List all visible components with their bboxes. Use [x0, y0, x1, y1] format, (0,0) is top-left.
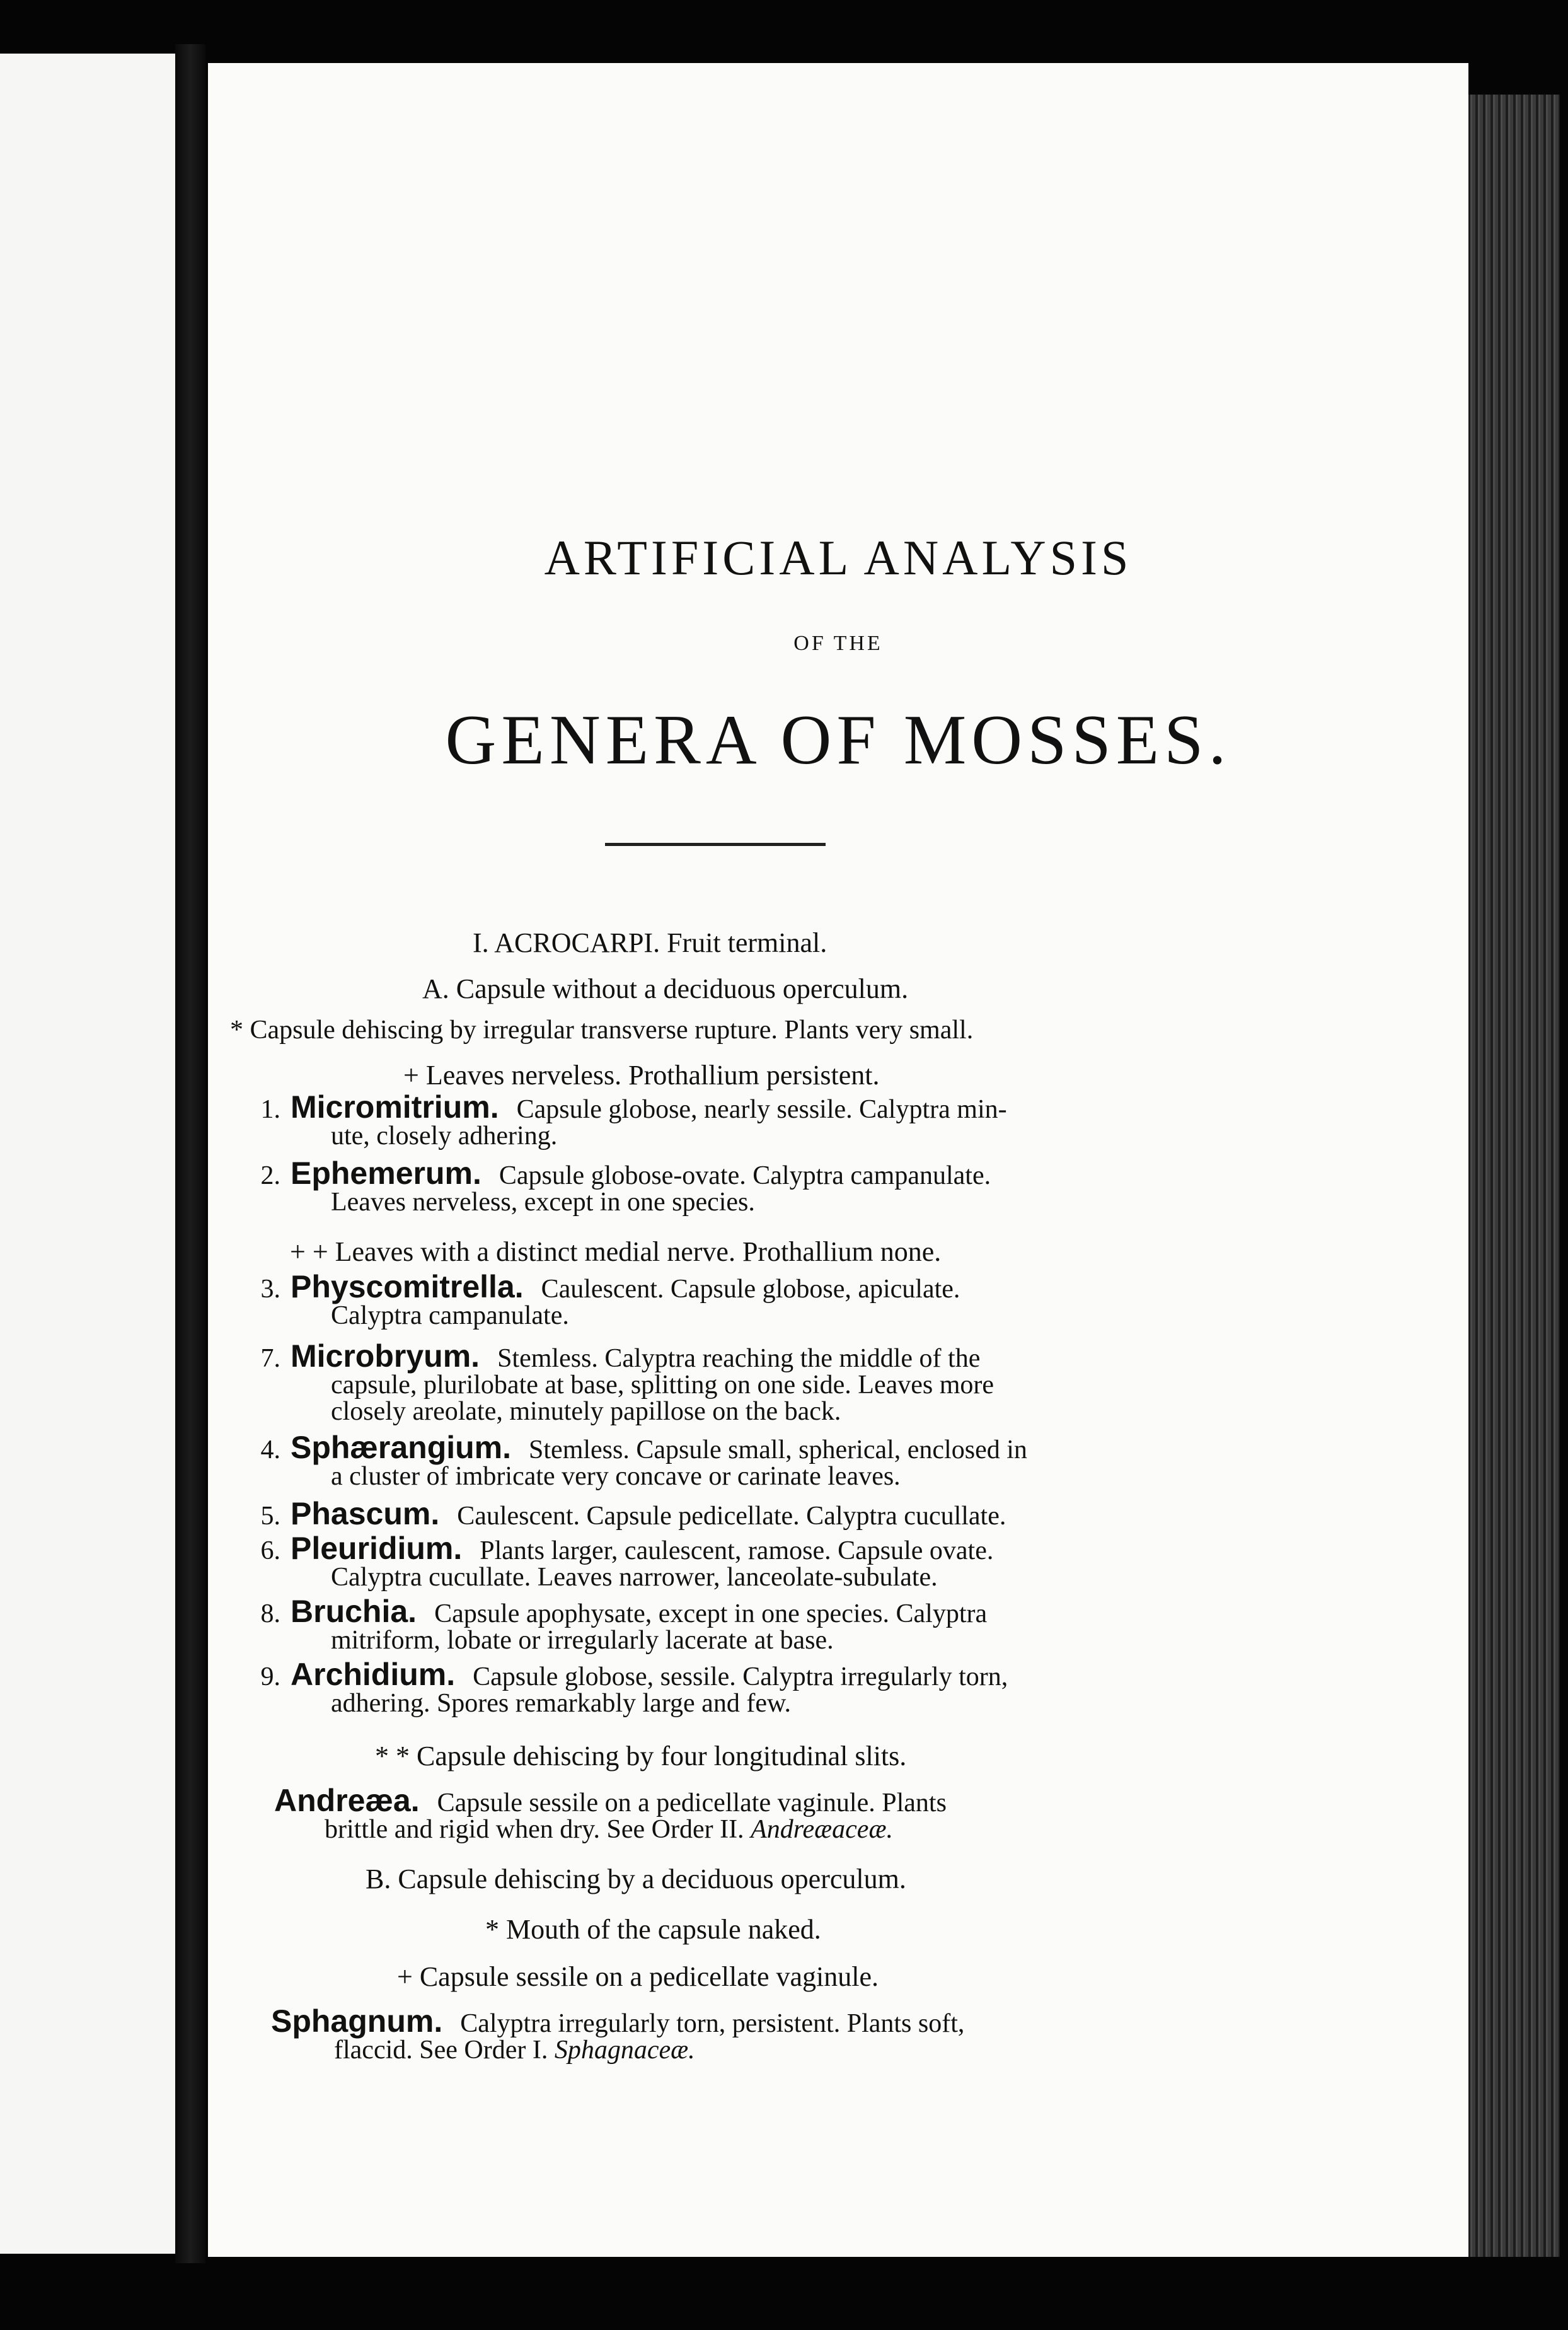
- entry-phascum: 5. Phascum. Caulescent. Capsule pedicellate. Calyptra cucullate.: [260, 1496, 1006, 1531]
- section-dagger-3: + Capsule sessile on a pedicellate vaginule.: [397, 1961, 879, 1992]
- entry-micromitrium: 1. Micromitrium. Capsule globose, nearly sessile. Calyptra min- ute, closely adhering.: [260, 1089, 1007, 1151]
- section-b-heading: B. Capsule dehiscing by a deciduous operculum.: [366, 1863, 906, 1894]
- title-line-2: OF THE: [793, 632, 883, 655]
- entry-andreaea: Andreæa. Capsule sessile on a pedicellate vaginule. Plants brittle and rigid when dry. See Order II. Andreæaceæ.: [274, 1783, 947, 1844]
- order-heading: I. ACROCARPI. Fruit terminal.: [473, 927, 827, 958]
- section-star-2: * * Capsule dehiscing by four longitudinal slits.: [375, 1741, 907, 1771]
- facing-page: [0, 54, 175, 2254]
- section-star-1: * Capsule dehiscing by irregular transverse rupture. Plants very small.: [230, 1016, 974, 1045]
- title-line-1: ARTIFICIAL ANALYSIS: [544, 530, 1133, 585]
- entry-bruchia: 8. Bruchia. Capsule apophysate, except in one species. Calyptra mitriform, lobate or irregularly lacerate at base.: [260, 1594, 988, 1655]
- book-page: [208, 63, 1468, 2257]
- title-rule: [605, 843, 826, 846]
- entry-sphagnum: Sphagnum. Calyptra irregularly torn, persistent. Plants soft, flaccid. See Order I. Sphagnaceæ.: [271, 2003, 965, 2065]
- section-dagger-2: + + Leaves with a distinct medial nerve. Prothallium none.: [290, 1236, 942, 1267]
- entry-pleuridium: 6. Pleuridium. Plants larger, caulescent, ramose. Capsule ovate. Calyptra cucullate. Leaves narrower, lanceolate-subulate.: [260, 1531, 994, 1592]
- title-line-3: GENERA OF MOSSES.: [445, 701, 1231, 779]
- entry-ephemerum: 2. Ephemerum. Capsule globose-ovate. Calyptra campanulate. Leaves nerveless, except in one species.: [260, 1156, 991, 1217]
- section-a-heading: A. Capsule without a deciduous operculum.: [422, 973, 909, 1004]
- section-star-3: * Mouth of the capsule naked.: [485, 1914, 821, 1945]
- book-spine: [175, 44, 205, 2263]
- entry-physcomitrella: 3. Physcomitrella. Caulescent. Capsule globose, apiculate. Calyptra campanulate.: [260, 1269, 960, 1330]
- entry-archidium: 9. Archidium. Capsule globose, sessile. Calyptra irregularly torn, adhering. Spores remarkably large and few.: [260, 1657, 1008, 1718]
- entry-spaerangium: 4. Sphærangium. Stemless. Capsule small, spherical, enclosed in a cluster of imbricate very concave or carinate leaves.: [260, 1430, 1027, 1491]
- section-dagger-1: + Leaves nerveless. Prothallium persistent.: [403, 1060, 880, 1091]
- entry-microbryum: 7. Microbryum. Stemless. Calyptra reaching the middle of the capsule, plurilobate at base, splitting on one side. Leaves more closely areolate, minutely papillose on the back.: [260, 1338, 994, 1426]
